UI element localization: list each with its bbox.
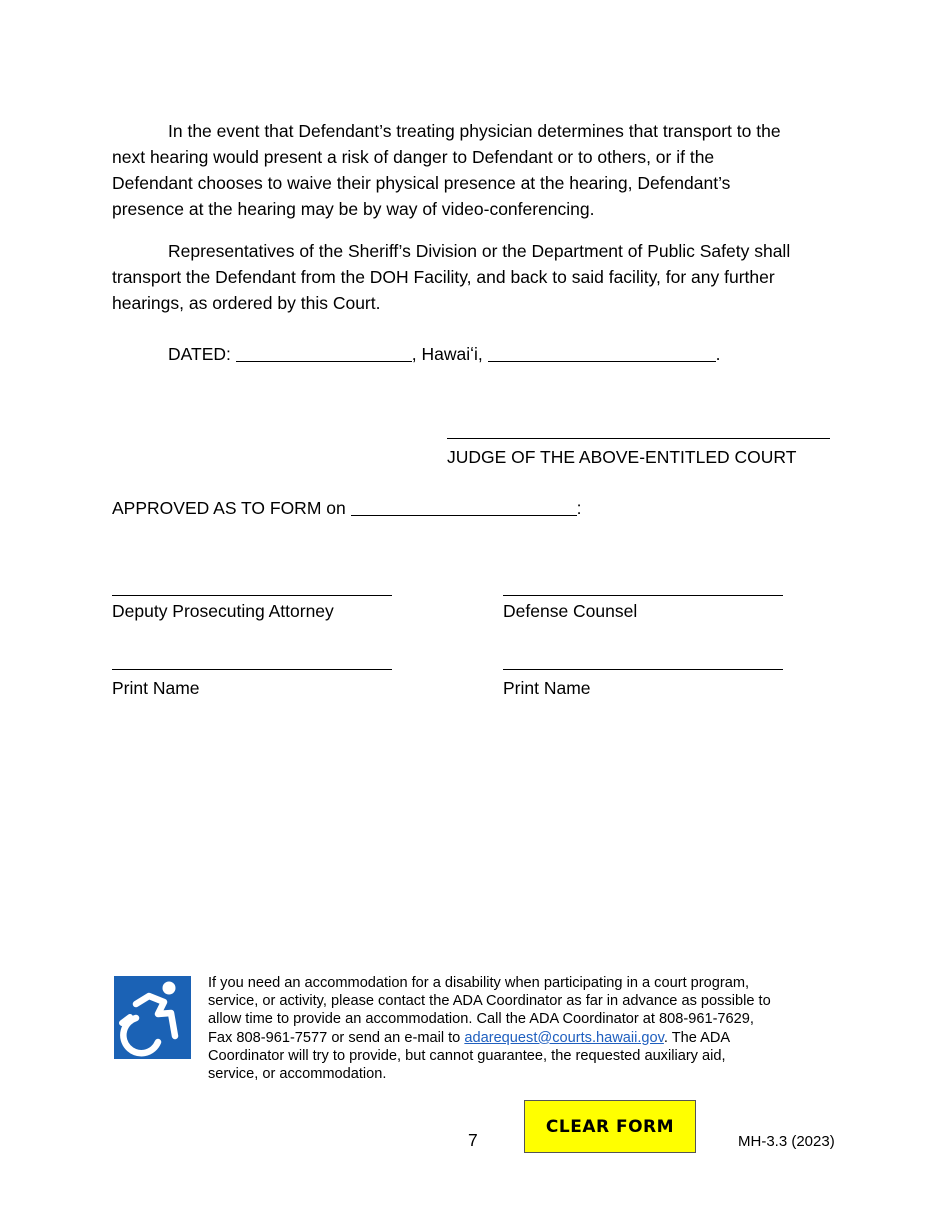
paragraph-line: Representatives of the Sheriff’s Division or the Department of Public Safety shall xyxy=(168,241,791,261)
judge-caption: JUDGE OF THE ABOVE-ENTITLED COURT xyxy=(447,447,797,467)
paragraph-line: In the event that Defendant’s treating physician determines that transport to the xyxy=(168,121,781,141)
ada-notice-line xyxy=(208,1029,828,1047)
paragraph-video-conferencing xyxy=(112,118,837,222)
approved-label: APPROVED AS TO FORM on xyxy=(112,498,346,518)
dated-line xyxy=(168,343,721,365)
page-number: 7 xyxy=(468,1130,478,1150)
ada-notice-line: Coordinator will try to provide, but cannot guarantee, the requested auxiliary aid, xyxy=(208,1047,726,1064)
approved-line xyxy=(112,497,581,519)
approved-end: : xyxy=(576,498,582,518)
defense-print-name-label: Print Name xyxy=(503,678,591,698)
dated-label: DATED: xyxy=(168,344,231,364)
ada-notice-line: service, or activity, please contact the ADA Coordinator as far in advance as possible to xyxy=(208,993,771,1010)
ada-notice xyxy=(208,974,828,1083)
paragraph-line: presence at the hearing may be by way of video-conferencing. xyxy=(112,199,595,219)
paragraph-line: Defendant chooses to waive their physical presence at the hearing, Defendant’s xyxy=(112,173,731,193)
prosecutor-print-name-line[interactable] xyxy=(112,669,392,670)
ada-notice-line: allow time to provide an accommodation. Call the ADA Coordinator at 808-961-7629, xyxy=(208,1011,754,1028)
defense-title: Defense Counsel xyxy=(503,601,638,621)
prosecutor-print-name-label: Print Name xyxy=(112,678,200,698)
dated-location: , Hawaiʻi, xyxy=(411,344,483,364)
clear-form-button[interactable]: CLEAR FORM xyxy=(524,1100,696,1153)
defense-print-name-line[interactable] xyxy=(503,669,783,670)
ada-notice-line: service, or accommodation. xyxy=(208,1066,387,1083)
form-code: MH-3.3 (2023) xyxy=(738,1133,835,1150)
accessible-wheelchair-icon xyxy=(114,976,191,1059)
paragraph-line: transport the Defendant from the DOH Facility, and back to said facility, for any further xyxy=(112,267,775,287)
approved-date-field[interactable] xyxy=(351,499,577,516)
dated-end: . xyxy=(715,344,721,364)
judge-signature-line[interactable] xyxy=(447,438,830,439)
prosecutor-signature-line[interactable] xyxy=(112,595,392,596)
location-date-field[interactable] xyxy=(488,345,716,362)
ada-fax-text: Fax 808-961-7577 or send an e-mail to xyxy=(208,1029,465,1046)
prosecutor-title: Deputy Prosecuting Attorney xyxy=(112,601,334,621)
defense-signature-line[interactable] xyxy=(503,595,783,596)
paragraph-line: hearings, as ordered by this Court. xyxy=(112,293,381,313)
ada-notice-line: If you need an accommodation for a disability when participating in a court program, xyxy=(208,975,750,991)
ada-notice-continuation: . The ADA xyxy=(663,1029,731,1046)
paragraph-line: next hearing would present a risk of danger to Defendant or to others, or if the xyxy=(112,147,715,167)
paragraph-transport xyxy=(112,238,837,316)
date-field[interactable] xyxy=(236,345,412,362)
ada-email-link[interactable]: adarequest@courts.hawaii.gov xyxy=(464,1029,664,1046)
